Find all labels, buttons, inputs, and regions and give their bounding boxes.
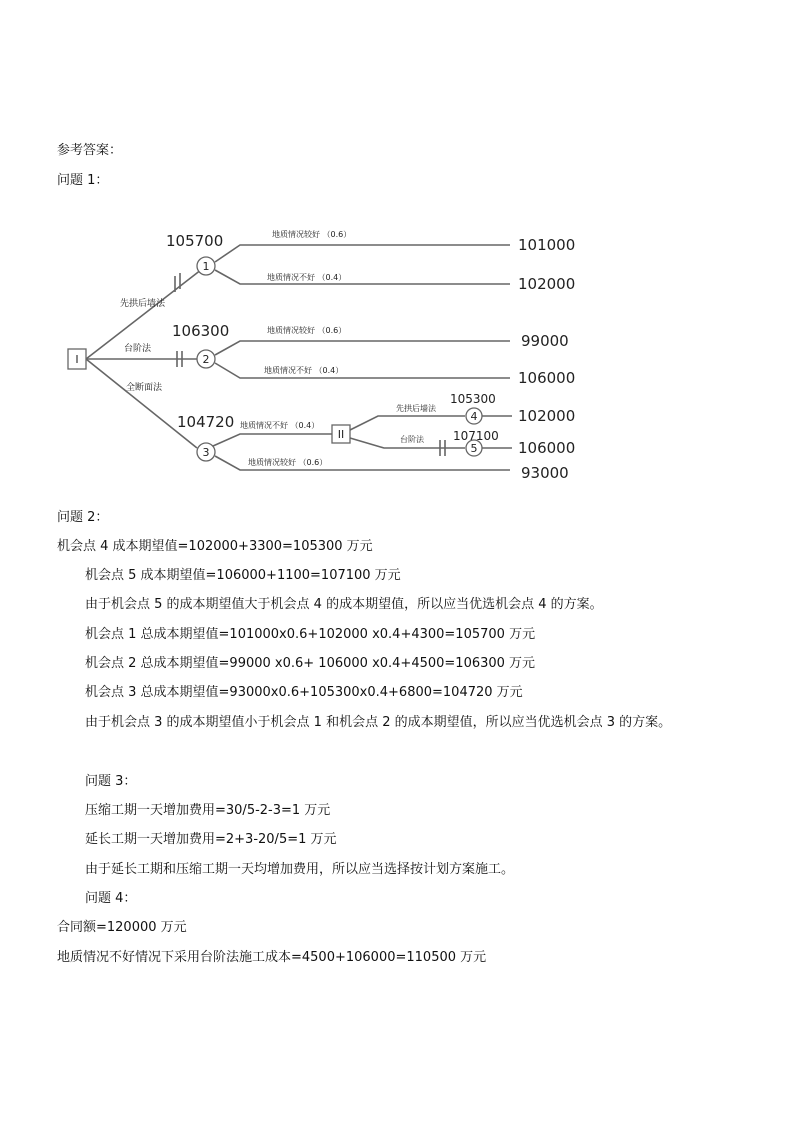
outcome-line-n1-bad — [215, 270, 510, 284]
payoff-2: 102000 — [518, 275, 576, 293]
outcome-n1-bad-label: 地质情况不好 （0.4） — [267, 273, 347, 282]
q2-line-3: 由于机会点 5 的成本期望值大于机会点 4 的成本期望值，所以应当优选机会点 4 的方案。 — [85, 597, 603, 612]
chance-node-4-label: 4 — [470, 410, 478, 423]
chance-node-3-label: 3 — [202, 446, 210, 459]
branch-sub-arch-first-line — [350, 416, 465, 430]
branch-bench-label: 台阶法 — [124, 344, 152, 354]
payoff-4: 106000 — [518, 369, 576, 387]
decision-node-1-label: I — [75, 353, 79, 366]
expected-value-node-5: 107100 — [453, 429, 499, 443]
decision-tree-diagram — [60, 220, 580, 490]
payoff-7: 93000 — [521, 464, 569, 482]
expected-value-node-4: 105300 — [450, 392, 496, 406]
branch-arch-first-label: 先拱后墙法 — [120, 299, 166, 309]
outcome-line-n2-good — [215, 341, 510, 355]
expected-value-node-3: 104720 — [177, 413, 235, 431]
outcome-line-n2-bad — [215, 363, 510, 378]
branch-full-face-label: 全断面法 — [126, 383, 163, 393]
outcome-n2-good-label: 地质情况较好 （0.6） — [267, 326, 347, 335]
outcome-n3-bad-label: 地质情况不好 （0.4） — [240, 421, 320, 430]
outcome-line-n3-bad — [213, 434, 332, 446]
outcome-n1-good-label: 地质情况较好 （0.6） — [272, 230, 352, 239]
payoff-3: 99000 — [521, 332, 569, 350]
expected-value-node-1: 105700 — [166, 232, 224, 250]
q2-line-7: 由于机会点 3 的成本期望值小于机会点 1 和机会点 2 的成本期望值，所以应当优选机会点 3 的方案。 — [85, 715, 672, 730]
question-4-title: 问题 4： — [85, 891, 137, 906]
chance-node-2-label: 2 — [202, 353, 210, 366]
branch-full-face-line — [86, 359, 197, 448]
q3-line-1: 压缩工期一天增加费用=30/5-2-3=1 万元 — [85, 803, 331, 818]
branch-sub-arch-first-label: 先拱后墙法 — [396, 404, 436, 413]
q2-line-1: 机会点 4 成本期望值=102000+3300=105300 万元 — [57, 539, 373, 554]
chance-node-1-label: 1 — [202, 260, 210, 273]
decision-node-2-label: II — [337, 428, 345, 441]
q3-line-2: 延长工期一天增加费用=2+3-20/5=1 万元 — [85, 832, 337, 847]
q4-line-2: 地质情况不好情况下采用台阶法施工成本=4500+106000=110500 万元 — [57, 950, 487, 965]
payoff-5: 102000 — [518, 407, 576, 425]
payoff-1: 101000 — [518, 236, 576, 254]
q2-line-4: 机会点 1 总成本期望值=101000x0.6+102000 x0.4+4300=105700 万元 — [85, 627, 536, 642]
outcome-line-n1-good — [215, 245, 510, 262]
chance-node-5-label: 5 — [470, 442, 478, 455]
question-3-title: 问题 3： — [85, 774, 137, 789]
question-2-title: 问题 2： — [57, 510, 109, 525]
question-1-title: 问题 1： — [57, 173, 109, 188]
q2-line-5: 机会点 2 总成本期望值=99000 x0.6+ 106000 x0.4+4500=106300 万元 — [85, 656, 536, 671]
q3-line-3: 由于延长工期和压缩工期一天均增加费用，所以应当选择按计划方案施工。 — [85, 862, 515, 877]
branch-sub-bench-label: 台阶法 — [400, 435, 424, 444]
payoff-6: 106000 — [518, 439, 576, 457]
q2-line-6: 机会点 3 总成本期望值=93000x0.6+105300x0.4+6800=104720 万元 — [85, 685, 523, 700]
outcome-n2-bad-label: 地质情况不好 （0.4） — [264, 366, 344, 375]
outcome-n3-good-label: 地质情况较好 （0.6） — [248, 458, 328, 467]
q2-line-2: 机会点 5 成本期望值=106000+1100=107100 万元 — [85, 568, 401, 583]
q4-line-1: 合同额=120000 万元 — [57, 920, 187, 935]
answer-title: 参考答案： — [57, 143, 123, 158]
expected-value-node-2: 106300 — [172, 322, 230, 340]
